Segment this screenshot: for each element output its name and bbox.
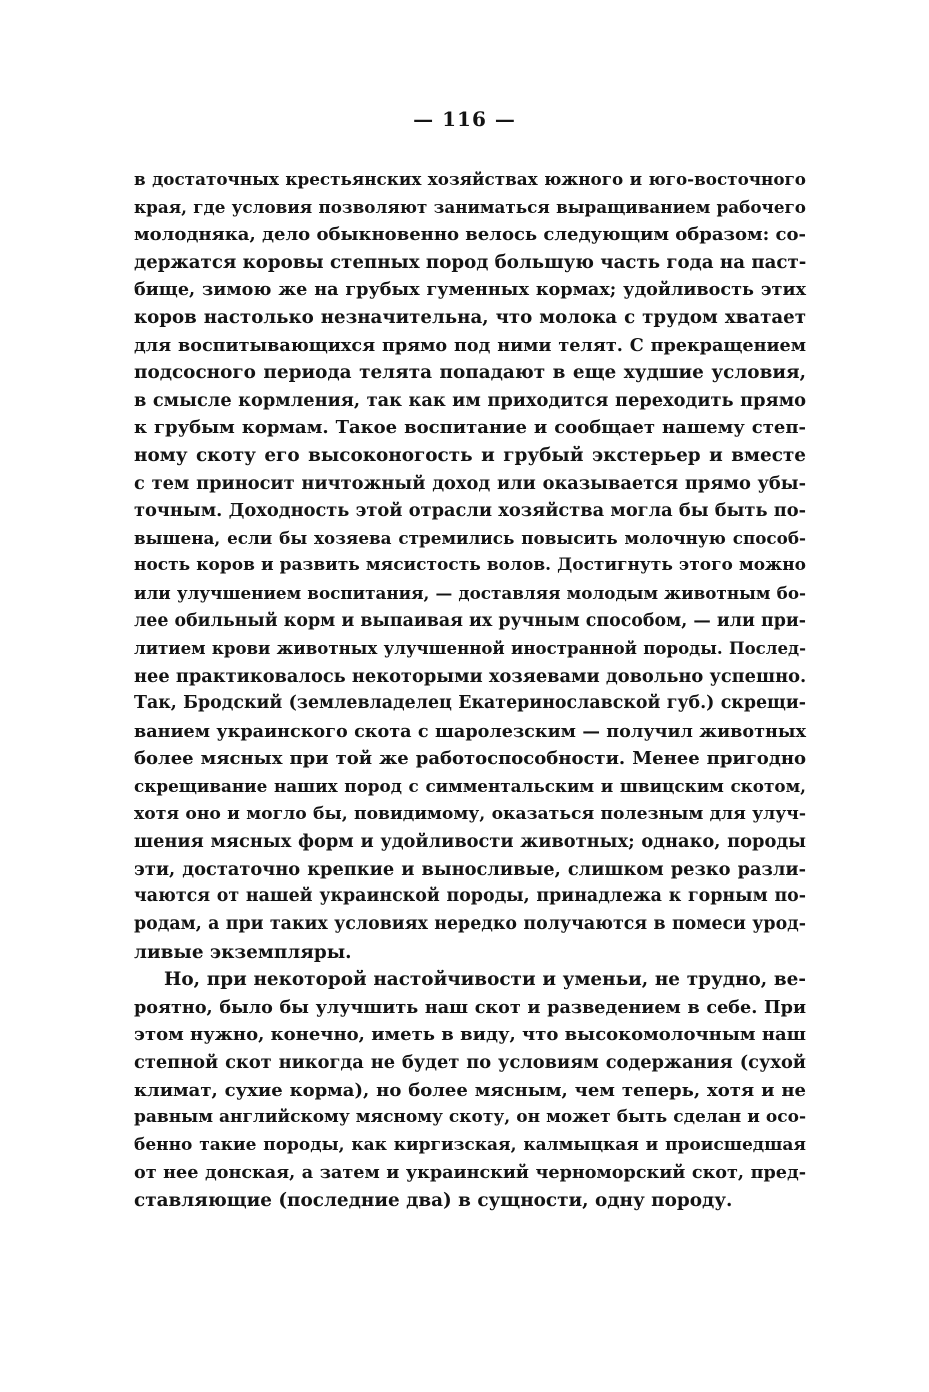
text-line: с тем приносит ничтожный доход или оказывается прямо убы- — [134, 472, 806, 494]
text-line: к грубым кормам. Такое воспитание и сообщает нашему степ- — [134, 417, 806, 439]
text-line: молодняка, дело обыкновенно велось следующим образом: со- — [134, 224, 806, 246]
text-line: от нее донская, а затем и украинский черноморский скот, пред- — [134, 1162, 806, 1184]
text-line: скрещивание наших пород с симментальским и швицским скотом, — [134, 776, 806, 797]
page-number: — 116 — — [413, 107, 516, 131]
text-line: Но, при некоторой настойчивости и уменьи, не трудно, ве- — [164, 969, 806, 991]
text-line: бенно такие породы, как киргизская, калмыцкая и происшедшая — [134, 1134, 806, 1155]
text-line: точным. Доходность этой отрасли хозяйства могла бы быть по- — [134, 500, 806, 522]
text-line: ливые экземпляры. — [134, 941, 352, 963]
paragraph-1 — [134, 166, 806, 966]
text-line: климат, сухие корма), но более мясным, чем теперь, хотя и не — [134, 1079, 806, 1101]
text-line: ному скоту его высоконогость и грубый экстерьер и вместе — [134, 444, 806, 466]
text-line: для воспитывающихся прямо под ними телят. С прекращением — [134, 334, 806, 356]
text-line: нее практиковалось некоторыми хозяевами довольно успешно. — [134, 665, 807, 687]
text-line: эти, достаточно крепкие и выносливые, слишком резко разли- — [134, 858, 806, 880]
text-line: ставляющие (последние два) в сущности, одну породу. — [134, 1189, 733, 1211]
text-line: ванием украинского скота с шаролезским — получил животных — [134, 720, 806, 742]
text-line: в смысле кормления, так как им приходится переходить прямо — [134, 389, 806, 411]
text-line: этом нужно, конечно, иметь в виду, что высокомолочным наш — [134, 1024, 806, 1046]
text-line: лее обильный корм и выпаивая их ручным способом, — или при- — [134, 610, 806, 631]
text-line: равным английскому мясному скоту, он может быть сделан и осо- — [134, 1107, 806, 1128]
text-line: подсосного периода телята попадают в еще худшие условия, — [134, 362, 806, 384]
text-line: хотя оно и могло бы, повидимому, оказаться полезным для улуч- — [134, 803, 806, 824]
body-text — [134, 166, 806, 1215]
text-line: Так, Бродский (землевладелец Екатеринославской губ.) скрещи- — [134, 693, 806, 714]
text-line: коров настолько незначительна, что молока с трудом хватает — [134, 306, 806, 328]
paragraph-2 — [134, 966, 806, 1214]
text-line: родам, а при таких условиях нередко получаются в помеси урод- — [134, 914, 806, 935]
text-line: бище, зимою же на грубых гуменных кормах; удойливость этих — [134, 279, 806, 301]
text-line: шения мясных форм и удойливости животных; однако, породы — [134, 831, 806, 853]
text-line: в достаточных крестьянских хозяйствах южного и юго-восточного — [134, 169, 806, 189]
text-line: литием крови животных улучшенной иностранной породы. Послед- — [134, 638, 806, 659]
text-line: более мясных при той же работоспособности. Менее пригодно — [134, 748, 806, 770]
text-line: или улучшением воспитания, — доставляя молодым животным бо- — [134, 582, 806, 603]
text-line: ность коров и развить мясистость волов. Достигнуть этого можно — [134, 555, 806, 576]
text-line: края, где условия позволяют заниматься выращиванием рабочего — [134, 196, 806, 217]
text-line: роятно, было бы улучшить наш скот и разведением в себе. При — [134, 996, 806, 1018]
text-line: степной скот никогда не будет по условиям содержания (сухой — [134, 1052, 806, 1073]
text-line: вышена, если бы хозяева стремились повысить молочную способ- — [134, 527, 806, 548]
text-line: держатся коровы степных пород большую часть года на паст- — [134, 251, 807, 273]
text-line: чаются от нашей украинской породы, принадлежа к горным по- — [134, 886, 806, 907]
